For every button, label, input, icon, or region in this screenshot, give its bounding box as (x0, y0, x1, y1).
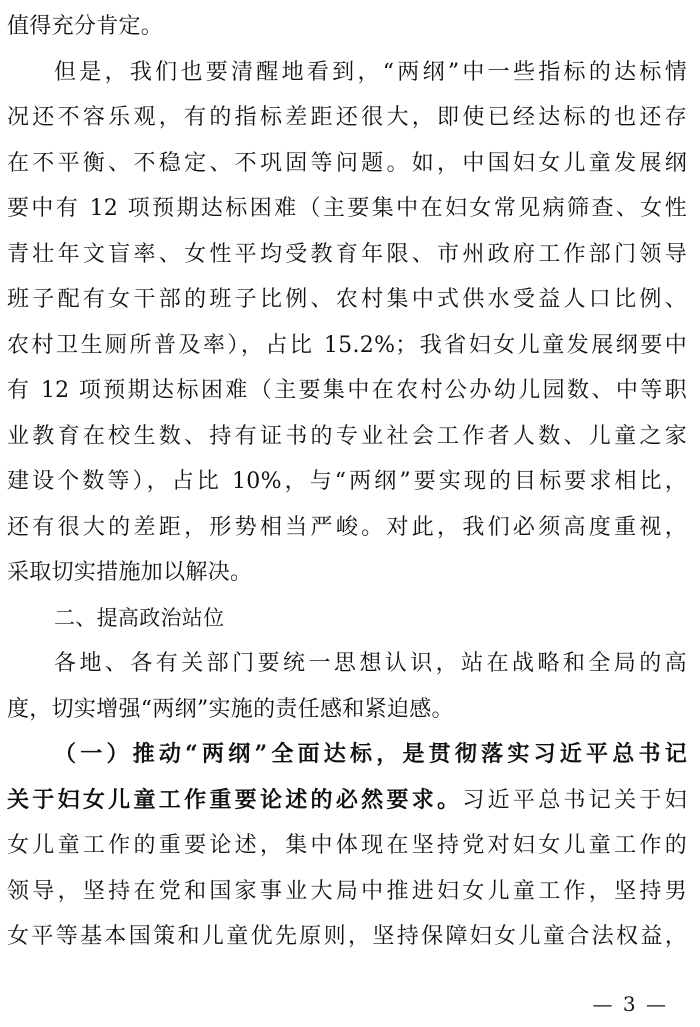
paragraph-line: 度，切实增强“两纲”实施的责任感和紧迫感。 (7, 696, 454, 722)
paragraph-line: 况还不容乐观，有的指标差距还很大，即使已经达标的也还存 (7, 105, 687, 130)
bold-subheading-text: 关于妇女儿童工作重要论述的必然要求。 (7, 786, 463, 813)
paragraph-line: 但是，我们也要清醒地看到，“两纲”中一些指标的达标情 (54, 59, 687, 85)
paragraph-line: 领导，坚持在党和国家事业大局中推进妇女儿童工作，坚持男 (7, 878, 687, 904)
paragraph-line: 女平等基本国策和儿童优先原则，坚持保障妇女儿童合法权益， (7, 924, 687, 949)
paragraph-line: 有 12 项预期达标困难（主要集中在农村公办幼儿园数、中等职 (7, 378, 687, 403)
paragraph-line: 各地、各有关部门要统一思想认识，站在战略和全局的高 (54, 651, 687, 676)
bold-subheading-line: （一）推动“两纲”全面达标，是贯彻落实习近平总书记 (54, 741, 687, 767)
paragraph-line: 女儿童工作的重要论述，集中体现在坚持党对妇女儿童工作的 (7, 833, 687, 858)
paragraph-line: 要中有 12 项预期达标困难（主要集中在妇女常见病筛查、女性 (7, 196, 687, 221)
paragraph-line: 还有很大的差距，形势相当严峻。对此，我们必须高度重视， (7, 514, 687, 540)
paragraph-text: 习近平总书记关于妇 (462, 787, 687, 813)
mixed-line (7, 778, 687, 824)
paragraph-line: 业教育在校生数、持有证书的专业社会工作者人数、儿童之家 (7, 423, 687, 449)
section-heading: 二、提高政治站位 (54, 605, 225, 630)
paragraph-line: 在不平衡、不稳定、不巩固等问题。如，中国妇女儿童发展纲 (7, 150, 687, 176)
paragraph-line: 班子配有女干部的班子比例、农村集中式供水受益人口比例、 (7, 287, 687, 312)
paragraph-line: 建设个数等），占比 10%，与“两纲”要实现的目标要求相比， (7, 469, 687, 494)
paragraph-line: 青壮年文盲率、女性平均受教育年限、市州政府工作部门领导 (7, 241, 687, 267)
body-text (7, 4, 687, 960)
paragraph-line: 采取切实措施加以解决。 (7, 560, 253, 585)
page-number: — 3 — (592, 992, 668, 1016)
paragraph-line: 值得充分肯定。 (7, 14, 164, 39)
paragraph-line: 农村卫生厕所普及率），占比 15.2%；我省妇女儿童发展纲要中 (7, 332, 687, 358)
